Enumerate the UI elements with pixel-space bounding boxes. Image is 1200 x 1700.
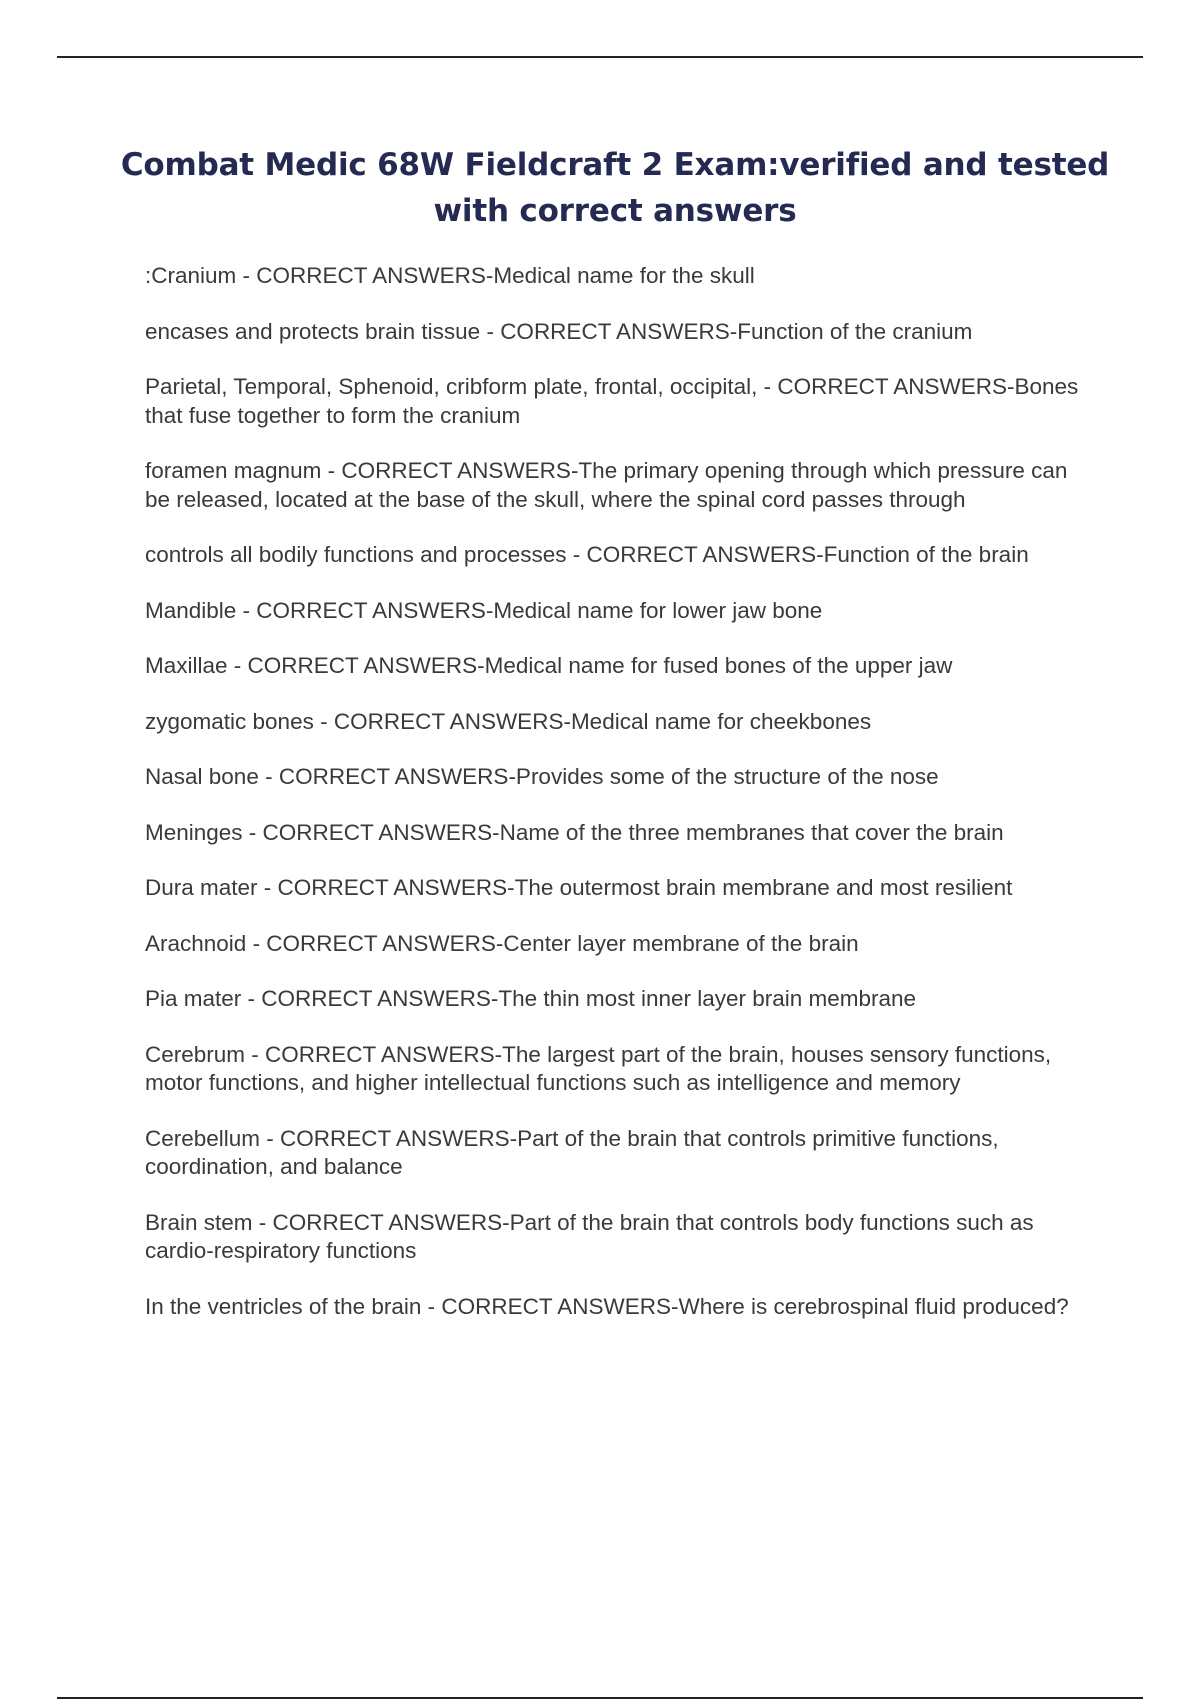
qa-item: encases and protects brain tissue - CORRECT ANSWERS-Function of the cranium xyxy=(145,318,973,344)
qa-item: Cerebellum - CORRECT ANSWERS-Part of the brain that controls primitive functions, coordination, and balance xyxy=(145,1125,999,1179)
document-title: Combat Medic 68W Fieldcraft 2 Exam:verified and tested with correct answers xyxy=(120,147,1110,229)
qa-item: Brain stem - CORRECT ANSWERS-Part of the brain that controls body functions such as cardio-respiratory functions xyxy=(145,1209,1034,1263)
qa-item: Maxillae - CORRECT ANSWERS-Medical name for fused bones of the upper jaw xyxy=(145,653,953,678)
qa-item: Parietal, Temporal, Sphenoid, cribform plate, frontal, occipital, - CORRECT ANSWERS-Bones that fuse together to form the cranium xyxy=(145,374,1079,428)
qa-item: zygomatic bones - CORRECT ANSWERS-Medical name for cheekbones xyxy=(145,708,872,734)
qa-item: foramen magnum - CORRECT ANSWERS-The primary opening through which pressure can be released, located at the base of the skull, where the spinal cord passes through xyxy=(145,458,1068,512)
qa-item: :Cranium - CORRECT ANSWERS-Medical name for the skull xyxy=(145,263,755,288)
qa-item: Nasal bone - CORRECT ANSWERS-Provides some of the structure of the nose xyxy=(145,764,939,789)
qa-item: In the ventricles of the brain - CORRECT ANSWERS-Where is cerebrospinal fluid produced? xyxy=(145,1293,1069,1319)
qa-item: Mandible - CORRECT ANSWERS-Medical name for lower jaw bone xyxy=(145,597,823,623)
qa-list xyxy=(145,262,1090,1348)
qa-item: Dura mater - CORRECT ANSWERS-The outermost brain membrane and most resilient xyxy=(145,875,1013,900)
top-rule xyxy=(57,56,1143,58)
qa-item: Pia mater - CORRECT ANSWERS-The thin most inner layer brain membrane xyxy=(145,986,917,1011)
qa-item: controls all bodily functions and processes - CORRECT ANSWERS-Function of the brain xyxy=(145,542,1029,567)
qa-item: Meninges - CORRECT ANSWERS-Name of the three membranes that cover the brain xyxy=(145,819,1004,845)
qa-item: Arachnoid - CORRECT ANSWERS-Center layer membrane of the brain xyxy=(145,930,859,956)
qa-item: Cerebrum - CORRECT ANSWERS-The largest part of the brain, houses sensory functions, motor functions, and higher intellectual functions such as intelligence and memory xyxy=(145,1041,1052,1095)
bottom-rule xyxy=(57,1697,1143,1699)
